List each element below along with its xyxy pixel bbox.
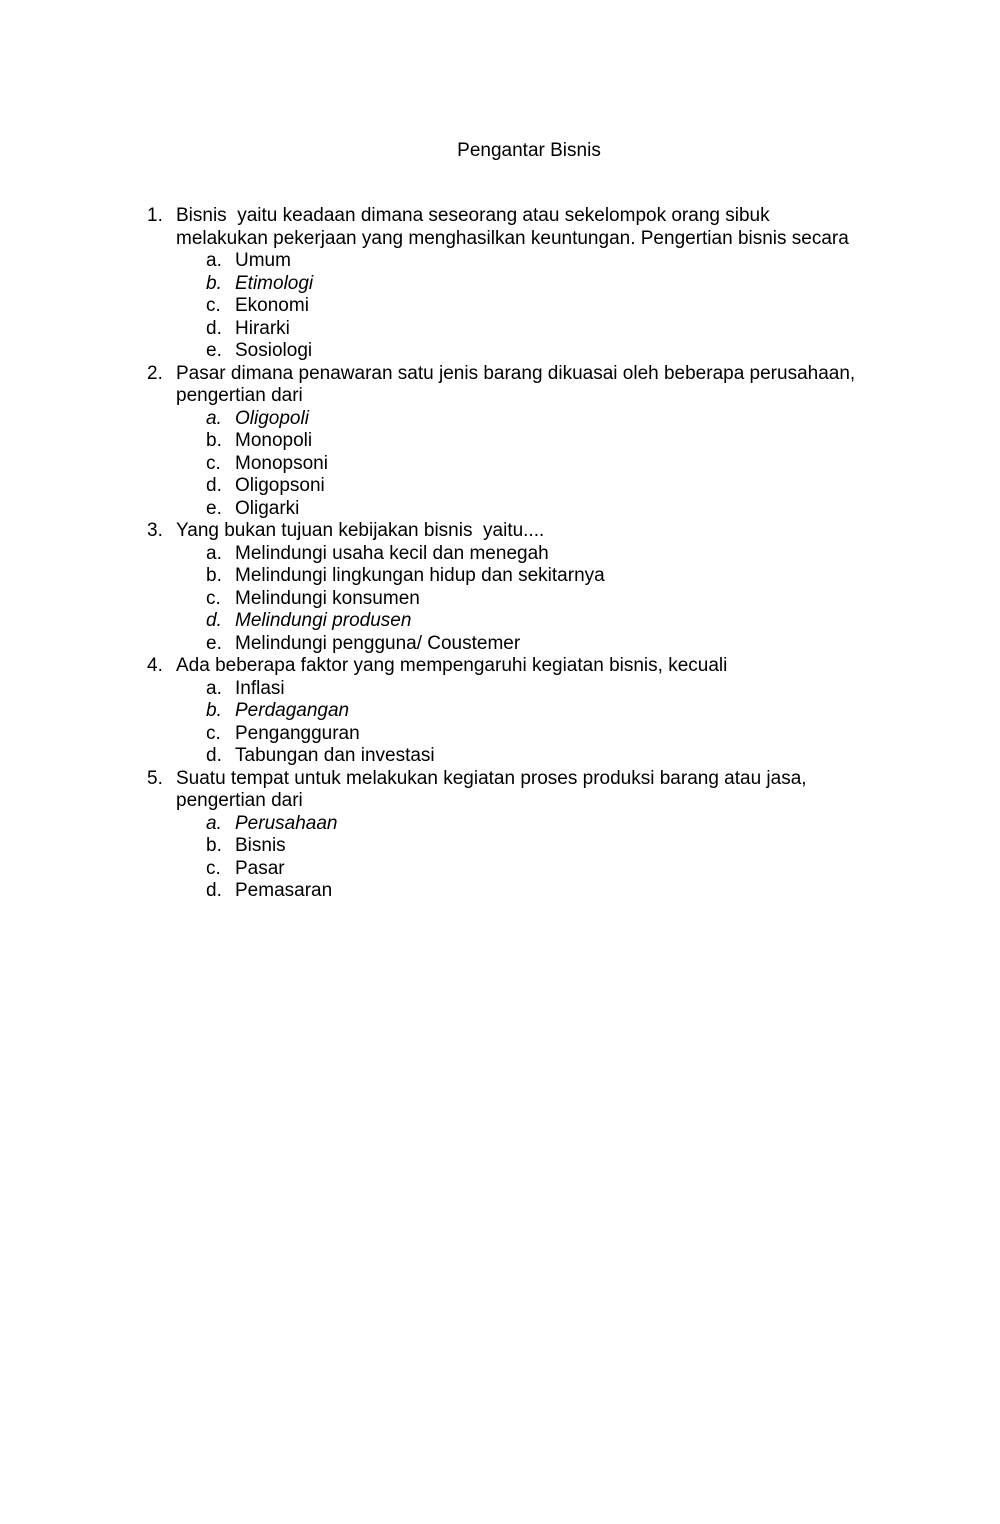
answer-option	[147, 858, 907, 881]
option-text: Melindungi produsen	[235, 610, 412, 631]
option-letter: d.	[206, 610, 222, 631]
option-text: Perusahaan	[235, 812, 338, 834]
question-text: Suatu tempat untuk melakukan kegiatan proses produksi barang atau jasa, pengertian dari	[176, 767, 807, 811]
option-text: Melindungi lingkungan hidup dan sekitarnya	[235, 565, 605, 586]
question-list	[147, 205, 907, 903]
question-number: 3.	[147, 520, 163, 541]
option-text: Pemasaran	[235, 880, 333, 901]
question-number: 5.	[147, 767, 163, 789]
option-letter: d.	[206, 317, 222, 339]
option-text: Pasar	[235, 857, 285, 879]
question-text: Bisnis yaitu keadaan dimana seseorang atau sekelompok orang sibuk melakukan pekerjaan yang menghasilkan keuntungan. Pengertian bisnis secara	[176, 205, 849, 249]
option-text: Oligopoli	[235, 407, 309, 429]
option-text: Monopoli	[235, 430, 313, 451]
question-text: Ada beberapa faktor yang mempengaruhi kegiatan bisnis, kecuali	[176, 655, 728, 676]
option-text: Pengangguran	[235, 722, 360, 744]
option-letter: a.	[206, 812, 222, 834]
option-letter: b.	[206, 272, 222, 294]
option-letter: c.	[206, 295, 221, 316]
option-letter: e.	[206, 632, 222, 654]
option-letter: c.	[206, 722, 221, 744]
option-letter: b.	[206, 700, 222, 721]
question-number: 4.	[147, 655, 163, 676]
option-text: Ekonomi	[235, 295, 309, 316]
option-letter: b.	[206, 835, 222, 856]
option-text: Melindungi usaha kecil dan menegah	[235, 542, 549, 564]
option-text: Umum	[235, 250, 291, 271]
answer-option	[147, 273, 907, 296]
option-letter: a.	[206, 407, 222, 429]
option-text: Etimologi	[235, 272, 314, 294]
option-text: Oligarki	[235, 497, 300, 519]
option-text: Sosiologi	[235, 340, 313, 361]
answer-option	[147, 678, 907, 701]
answer-option	[147, 835, 907, 858]
option-letter: e.	[206, 340, 222, 361]
question-item	[147, 520, 907, 543]
answer-option	[147, 588, 907, 611]
answer-option	[147, 610, 907, 633]
answer-option	[147, 318, 907, 341]
answer-option	[147, 633, 907, 656]
option-text: Melindungi konsumen	[235, 587, 420, 609]
answer-option	[147, 453, 907, 476]
question-number: 1.	[147, 205, 163, 226]
answer-option	[147, 565, 907, 588]
answer-option	[147, 498, 907, 521]
option-letter: b.	[206, 565, 222, 586]
answer-option	[147, 340, 907, 363]
question-item	[147, 363, 907, 408]
question-text: Yang bukan tujuan kebijakan bisnis yaitu....	[176, 520, 545, 541]
answer-option	[147, 295, 907, 318]
answer-option	[147, 430, 907, 453]
answer-option	[147, 813, 907, 836]
option-text: Perdagangan	[235, 700, 350, 721]
answer-option	[147, 723, 907, 746]
question-item	[147, 205, 907, 250]
option-text: Oligopsoni	[235, 475, 325, 496]
question-item	[147, 655, 907, 678]
option-letter: c.	[206, 452, 221, 474]
question-item	[147, 768, 907, 813]
answer-option	[147, 700, 907, 723]
option-text: Melindungi pengguna/ Coustemer	[235, 632, 521, 654]
answer-option	[147, 475, 907, 498]
option-text: Inflasi	[235, 677, 285, 699]
option-text: Bisnis	[235, 835, 286, 856]
answer-option	[147, 408, 907, 431]
page-title: Pengantar Bisnis	[457, 140, 601, 161]
answer-option	[147, 543, 907, 566]
option-letter: a.	[206, 542, 222, 564]
option-text: Monopsoni	[235, 452, 328, 474]
question-number: 2.	[147, 362, 163, 384]
option-letter: c.	[206, 587, 221, 609]
option-letter: e.	[206, 497, 222, 519]
option-letter: c.	[206, 857, 221, 879]
answer-option	[147, 745, 907, 768]
option-letter: d.	[206, 880, 222, 901]
option-text: Tabungan dan investasi	[235, 745, 435, 766]
answer-option	[147, 250, 907, 273]
option-letter: a.	[206, 677, 222, 699]
option-letter: d.	[206, 475, 222, 496]
option-letter: d.	[206, 745, 222, 766]
answer-option	[147, 880, 907, 903]
option-letter: a.	[206, 250, 222, 271]
option-text: Hirarki	[235, 317, 290, 339]
question-text: Pasar dimana penawaran satu jenis barang dikuasai oleh beberapa perusahaan, pengertian dari	[176, 362, 856, 406]
option-letter: b.	[206, 430, 222, 451]
